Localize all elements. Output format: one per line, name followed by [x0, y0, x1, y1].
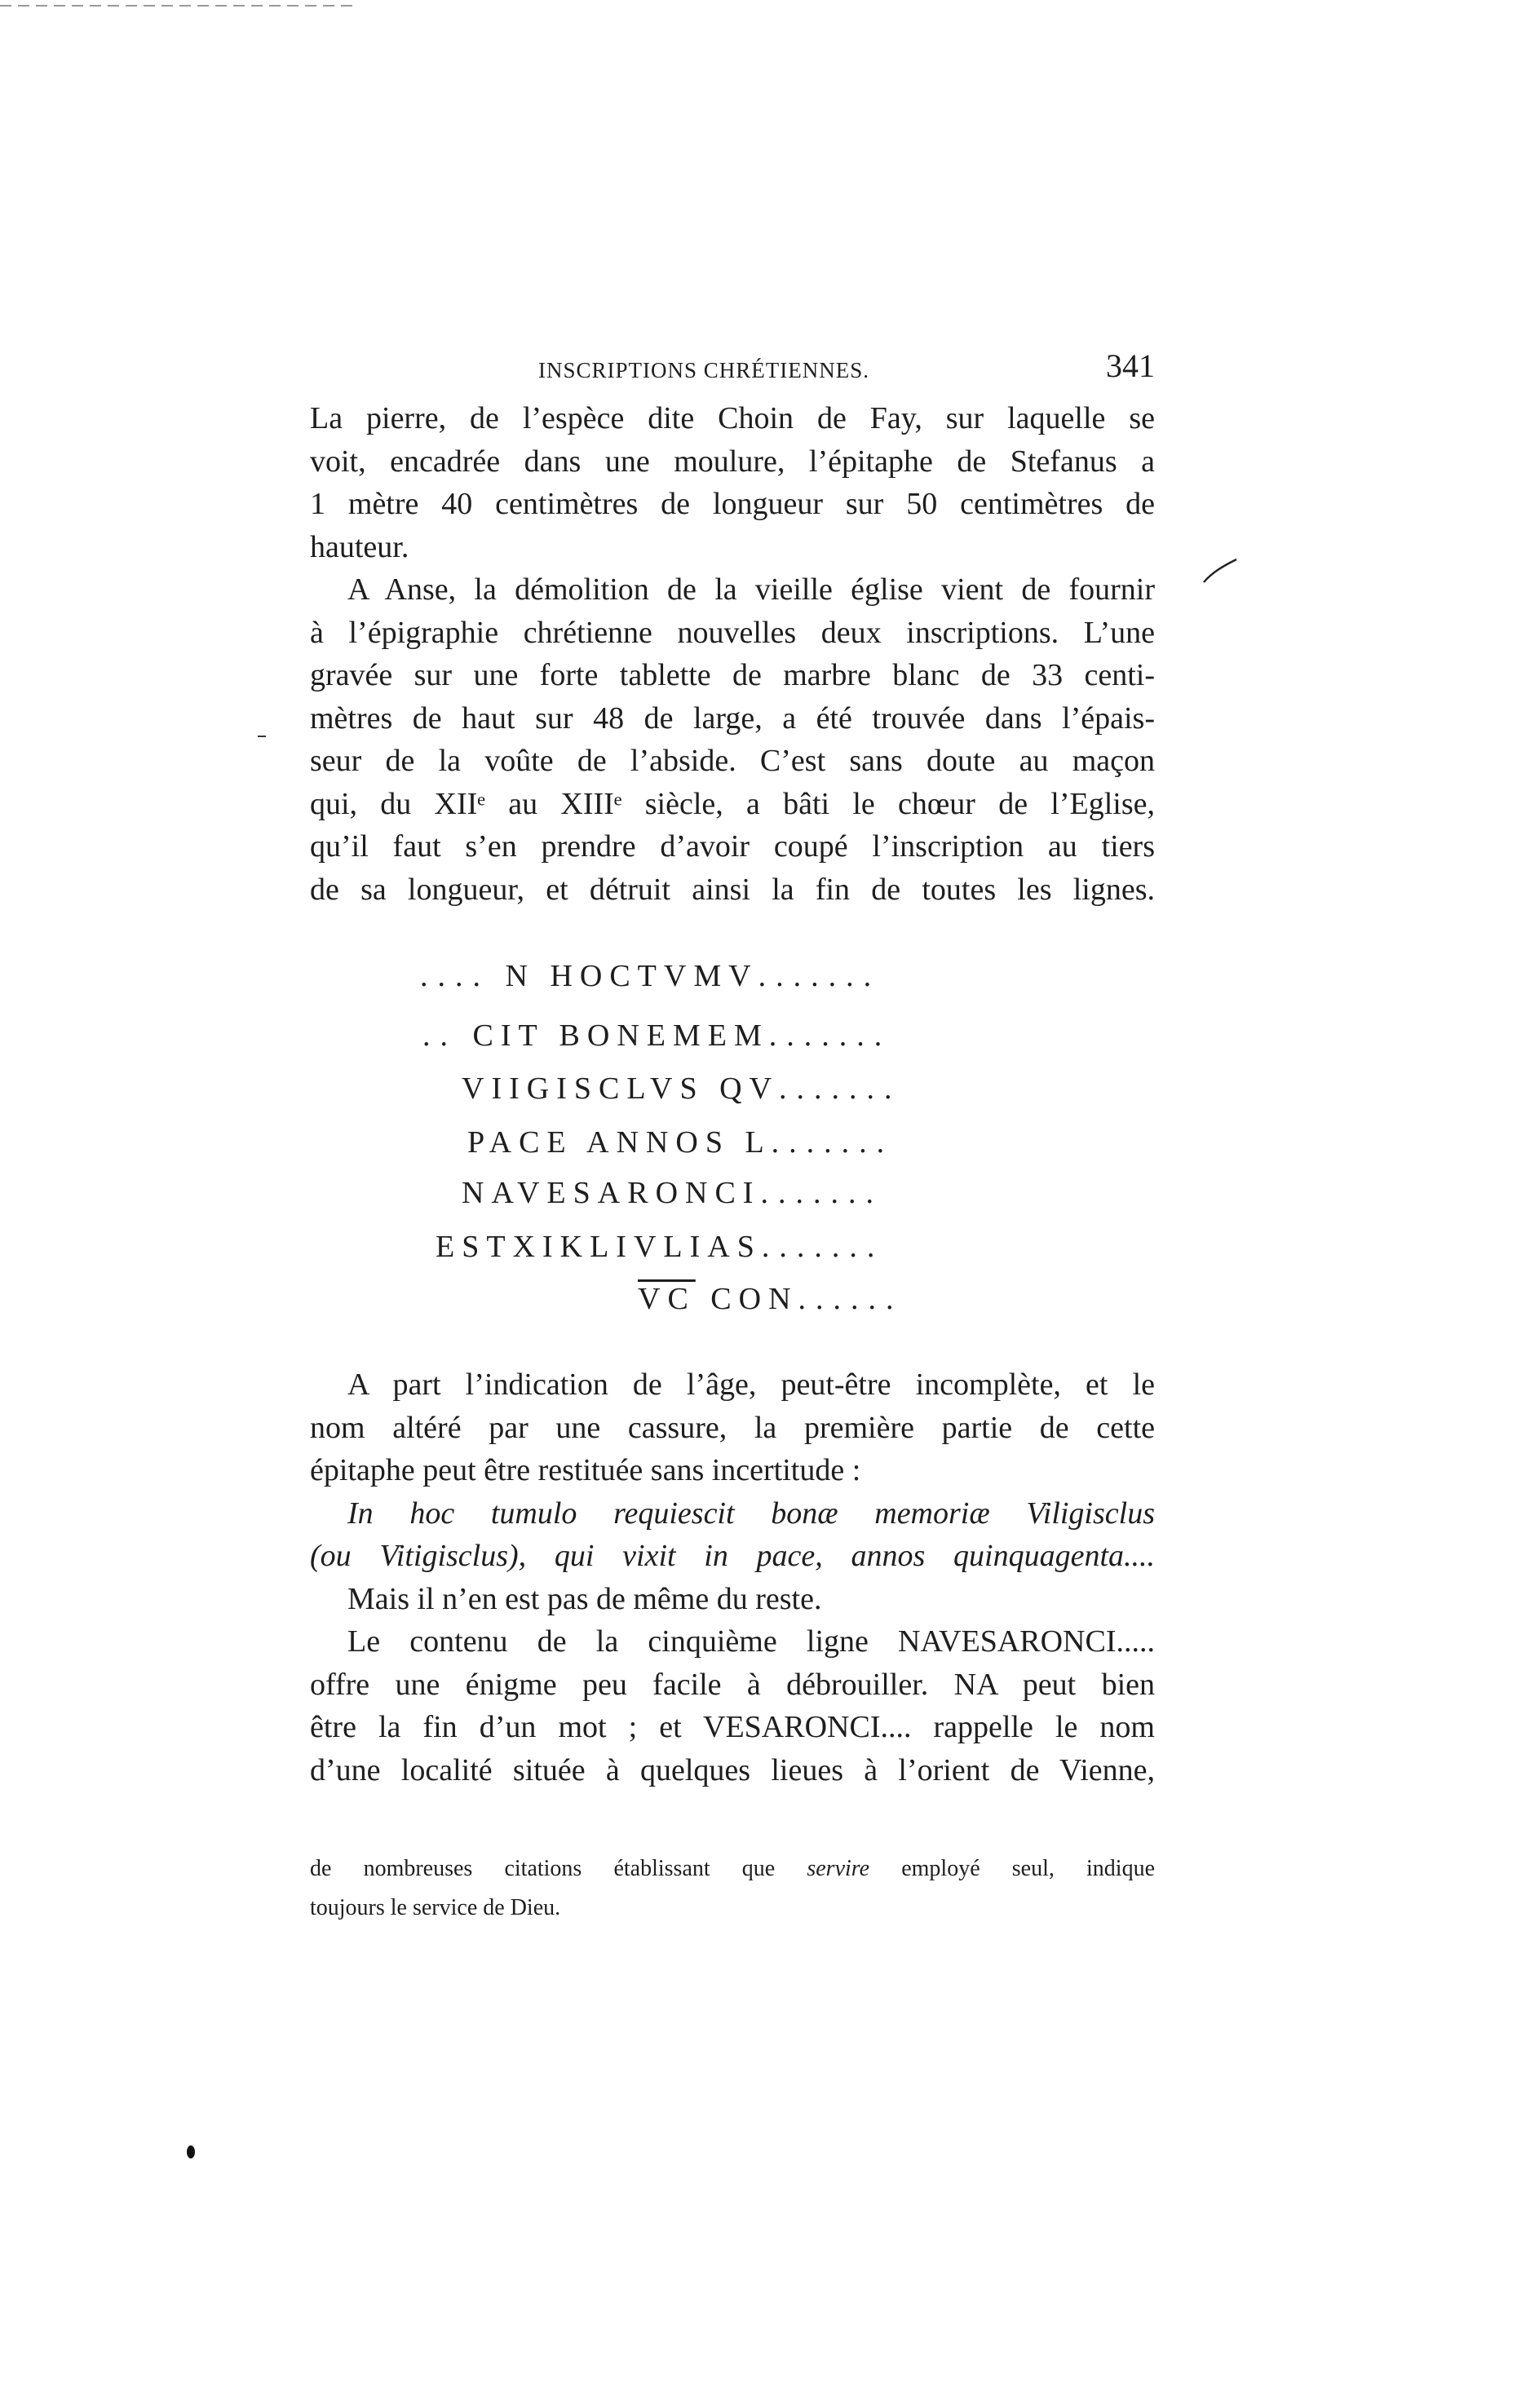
inscription-trailing-dots: .......: [768, 1018, 892, 1053]
text-line: à l’épigraphie chrétienne nouvelles deux inscriptions. L’une: [310, 615, 1155, 650]
inscription-trailing-dots: .......: [779, 1071, 902, 1106]
text-line: mètres de haut sur 48 de large, a été trouvée dans l’épais-: [310, 700, 1155, 736]
footnote-line: de nombreuses citations établissant que servire employé seul, indique: [310, 1856, 1155, 1881]
inscription-text: PACE ANNOS L: [467, 1125, 772, 1160]
text-line: Le contenu de la cinquième ligne NAVESARONCI.....: [347, 1624, 1155, 1659]
inscription-text: CON: [710, 1282, 798, 1316]
inscription-line: [436, 1229, 884, 1265]
inscription-trailing-dots: .......: [760, 1176, 883, 1210]
pen-stroke-mark: [1201, 555, 1240, 587]
inscription-line: [467, 1124, 894, 1160]
inscription-trailing-dots: .......: [771, 1125, 895, 1160]
text-line: épitaphe peut être restituée sans incertitude :: [310, 1453, 861, 1487]
ink-speck-mark: [258, 734, 268, 739]
latin-restitution-line: (ou Vitigisclus), qui vixit in pace, annos quinquagenta....: [310, 1539, 1155, 1573]
text-line: [310, 397, 1155, 440]
footnote-line: toujours le service de Dieu.: [310, 1895, 561, 1920]
text-line: qui, du XIIᵉ au XIIIᵉ siècle, a bâti le chœur de l’Eglise,: [310, 786, 1155, 821]
inscription-trailing-dots: .......: [761, 1230, 885, 1264]
text-line-content: La pierre, de l’espèce dite Choin de Fay, sur laquelle se: [310, 401, 1155, 435]
paragraph-3: [310, 1363, 1155, 1792]
paragraph-2: [310, 568, 1155, 911]
text-line: voit, encadrée dans une moulure, l’épitaphe de Stefanus a: [310, 444, 1155, 479]
inscription-trailing-dots: ......: [798, 1282, 904, 1316]
footnote: [310, 1849, 1155, 1928]
inscription-text: N HOCTVMV: [505, 959, 758, 993]
footnote-italic-word: servire: [807, 1856, 870, 1881]
text-line: de sa longueur, et détruit ainsi la fin de toutes les lignes.: [310, 872, 1155, 907]
text-line: qu’il faut s’en prendre d’avoir coupé l’inscription au tiers: [310, 829, 1155, 864]
scan-top-edge-line: [0, 5, 359, 7]
running-title: INSCRIPTIONS CHRÉTIENNES.: [538, 358, 870, 382]
inscription-prefix-dots: ..: [422, 1018, 458, 1053]
running-head: [310, 347, 1155, 395]
inscription-line: [420, 958, 881, 994]
inscription-text: CIT BONEMEM: [472, 1018, 769, 1053]
text-line: 1 mètre 40 centimètres de longueur sur 50 centimètres de: [310, 487, 1155, 521]
inscription-prefix-dots: ....: [420, 959, 490, 993]
text-line: nom altéré par une cassure, la première partie de cette: [310, 1410, 1155, 1445]
inscription-text: VIIGISCLVS QV: [462, 1071, 780, 1106]
inscription-line: [638, 1281, 904, 1317]
text-line: Mais il n’en est pas de même du reste.: [347, 1581, 822, 1616]
text-line: d’une localité située à quelques lieues à l’orient de Vienne,: [310, 1752, 1155, 1787]
inscription-line: [462, 1071, 902, 1107]
text-line: être la fin d’un mot ; et VESARONCI.... rappelle le nom: [310, 1710, 1155, 1744]
latin-restitution-line: In hoc tumulo requiescit bonæ memoriæ Viligisclus: [347, 1496, 1155, 1531]
inscription-line: [422, 1018, 891, 1054]
ink-dot-mark: [184, 2143, 197, 2161]
text-line: gravée sur une forte tablette de marbre blanc de 33 centi-: [310, 658, 1155, 692]
page-number: 341: [1106, 347, 1155, 384]
text-line: offre une énigme peu facile à débrouiller. NA peut bien: [310, 1667, 1155, 1702]
text-line: hauteur.: [310, 529, 409, 564]
inscription-trailing-dots: .......: [758, 959, 882, 993]
text-line: A Anse, la démolition de la vieille église vient de fournir: [347, 572, 1155, 607]
inscription-line: [462, 1175, 883, 1211]
text-line: A part l’indication de l’âge, peut-être incomplète, et le: [347, 1367, 1155, 1402]
paragraph-1: [310, 397, 1155, 568]
inscription-text: NAVESARONCI: [462, 1176, 761, 1210]
inscription-text: ESTXIKLIVLIAS: [436, 1230, 762, 1264]
text-line: seur de la voûte de l’abside. C’est sans doute au maçon: [310, 744, 1155, 778]
inscription-abbreviation: $\overline{VC}$: [638, 1282, 696, 1316]
